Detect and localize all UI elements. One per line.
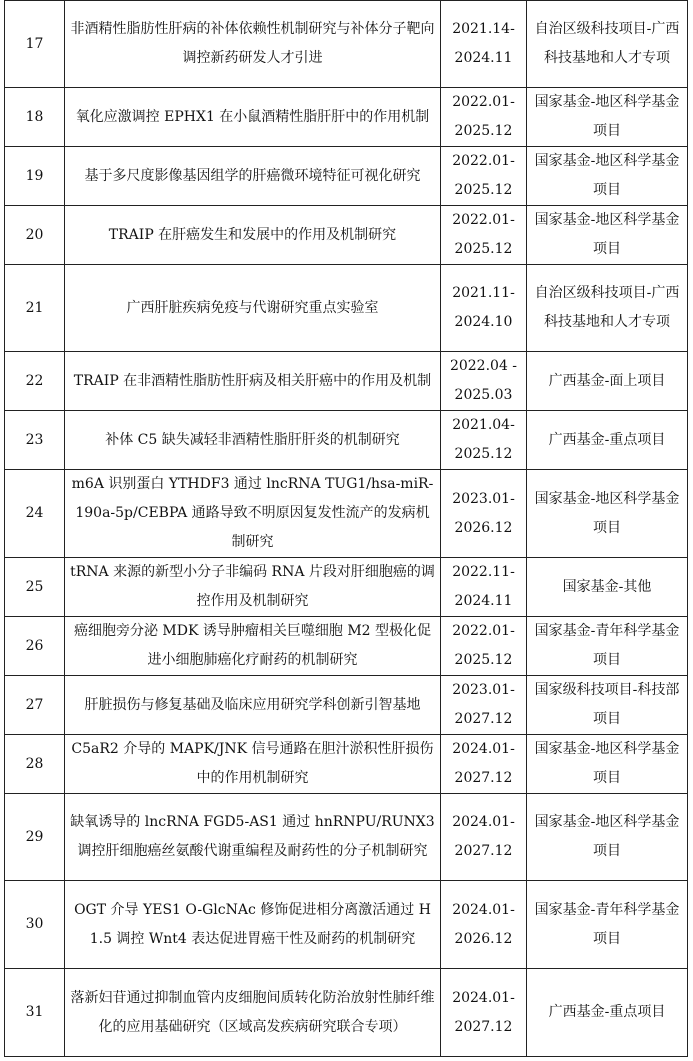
- funding-source: 广西基金-重点项目: [527, 411, 688, 470]
- row-number: 25: [5, 558, 65, 617]
- project-title: TRAIP 在肝癌发生和发展中的作用及机制研究: [65, 206, 441, 265]
- table-row: [5, 617, 688, 676]
- project-period: 2022.01- 2025.12: [441, 147, 527, 206]
- project-title: 氧化应激调控 EPHX1 在小鼠酒精性脂肝肝中的作用机制: [65, 88, 441, 147]
- table-row: [5, 352, 688, 411]
- funding-source: 广西基金-面上项目: [527, 352, 688, 411]
- table-row: [5, 969, 688, 1057]
- project-title: 肝脏损伤与修复基础及临床应用研究学科创新引智基地: [65, 676, 441, 735]
- funding-source: 国家基金-地区科学基金项目: [527, 147, 688, 206]
- funding-source: 自治区级科技项目-广西科技基地和人才专项: [527, 265, 688, 352]
- row-number: 28: [5, 735, 65, 794]
- funding-source: 国家基金-地区科学基金项目: [527, 206, 688, 265]
- project-period: 2022.04 - 2025.03: [441, 352, 527, 411]
- project-period: 2021.11- 2024.10: [441, 265, 527, 352]
- funding-source: 国家基金-地区科学基金项目: [527, 88, 688, 147]
- row-number: 18: [5, 88, 65, 147]
- funding-source: 国家基金-青年科学基金项目: [527, 617, 688, 676]
- project-table: [4, 0, 688, 1057]
- project-title: 基于多尺度影像基因组学的肝癌微环境特征可视化研究: [65, 147, 441, 206]
- project-period: 2021.04- 2025.12: [441, 411, 527, 470]
- table-row: [5, 88, 688, 147]
- project-title: TRAIP 在非酒精性脂肪性肝病及相关肝癌中的作用及机制: [65, 352, 441, 411]
- funding-source: 国家基金-地区科学基金项目: [527, 470, 688, 558]
- project-title: OGT 介导 YES1 O-GlcNAc 修饰促进相分离激活通过 H1.5 调控 Wnt4 表达促进胃癌干性及耐药的机制研究: [65, 881, 441, 969]
- row-number: 30: [5, 881, 65, 969]
- funding-source: 自治区级科技项目-广西科技基地和人才专项: [527, 1, 688, 88]
- project-period: 2023.01- 2027.12: [441, 676, 527, 735]
- table-row: [5, 735, 688, 794]
- table-row: [5, 881, 688, 969]
- project-title: 非酒精性脂肪性肝病的补体依赖性机制研究与补体分子靶向调控新药研发人才引进: [65, 1, 441, 88]
- funding-source: 国家基金-其他: [527, 558, 688, 617]
- project-title: tRNA 来源的新型小分子非编码 RNA 片段对肝细胞癌的调控作用及机制研究: [65, 558, 441, 617]
- project-period: 2022.11- 2024.11: [441, 558, 527, 617]
- funding-source: 国家基金-地区科学基金项目: [527, 794, 688, 881]
- row-number: 24: [5, 470, 65, 558]
- project-title: 落新妇苷通过抑制血管内皮细胞间质转化防治放射性肺纤维化的应用基础研究（区域高发疾病研究联合专项）: [65, 969, 441, 1057]
- row-number: 20: [5, 206, 65, 265]
- project-period: 2024.01- 2027.12: [441, 969, 527, 1057]
- project-title: 癌细胞旁分泌 MDK 诱导肿瘤相关巨噬细胞 M2 型极化促进小细胞肺癌化疗耐药的机制研究: [65, 617, 441, 676]
- project-period: 2024.01- 2027.12: [441, 794, 527, 881]
- funding-source: 国家基金-青年科学基金项目: [527, 881, 688, 969]
- row-number: 26: [5, 617, 65, 676]
- row-number: 19: [5, 147, 65, 206]
- project-title: C5aR2 介导的 MAPK/JNK 信号通路在胆汁淤积性肝损伤中的作用机制研究: [65, 735, 441, 794]
- project-period: 2022.01- 2025.12: [441, 206, 527, 265]
- project-period: 2021.14- 2024.11: [441, 1, 527, 88]
- table-row: [5, 265, 688, 352]
- row-number: 22: [5, 352, 65, 411]
- project-title: 广西肝脏疾病免疫与代谢研究重点实验室: [65, 265, 441, 352]
- table-row: [5, 206, 688, 265]
- project-period: 2022.01- 2025.12: [441, 88, 527, 147]
- project-title: 补体 C5 缺失减轻非酒精性脂肝肝炎的机制研究: [65, 411, 441, 470]
- project-title: m6A 识别蛋白 YTHDF3 通过 lncRNA TUG1/hsa-miR-190a-5p/CEBPA 通路导致不明原因复发性流产的发病机制研究: [65, 470, 441, 558]
- table-row: [5, 147, 688, 206]
- project-title: 缺氧诱导的 lncRNA FGD5-AS1 通过 hnRNPU/RUNX3 调控肝细胞癌丝氨酸代谢重编程及耐药性的分子机制研究: [65, 794, 441, 881]
- row-number: 23: [5, 411, 65, 470]
- funding-source: 国家基金-地区科学基金项目: [527, 735, 688, 794]
- project-period: 2024.01- 2027.12: [441, 735, 527, 794]
- table-row: [5, 1, 688, 88]
- funding-source: 国家级科技项目-科技部项目: [527, 676, 688, 735]
- row-number: 17: [5, 1, 65, 88]
- funding-source: 广西基金-重点项目: [527, 969, 688, 1057]
- table-row: [5, 558, 688, 617]
- project-period: 2022.01- 2025.12: [441, 617, 527, 676]
- row-number: 31: [5, 969, 65, 1057]
- table-row: [5, 676, 688, 735]
- project-table-body: [5, 1, 688, 1057]
- table-row: [5, 411, 688, 470]
- row-number: 21: [5, 265, 65, 352]
- table-row: [5, 470, 688, 558]
- table-row: [5, 794, 688, 881]
- project-period: 2023.01- 2026.12: [441, 470, 527, 558]
- row-number: 27: [5, 676, 65, 735]
- project-period: 2024.01- 2026.12: [441, 881, 527, 969]
- row-number: 29: [5, 794, 65, 881]
